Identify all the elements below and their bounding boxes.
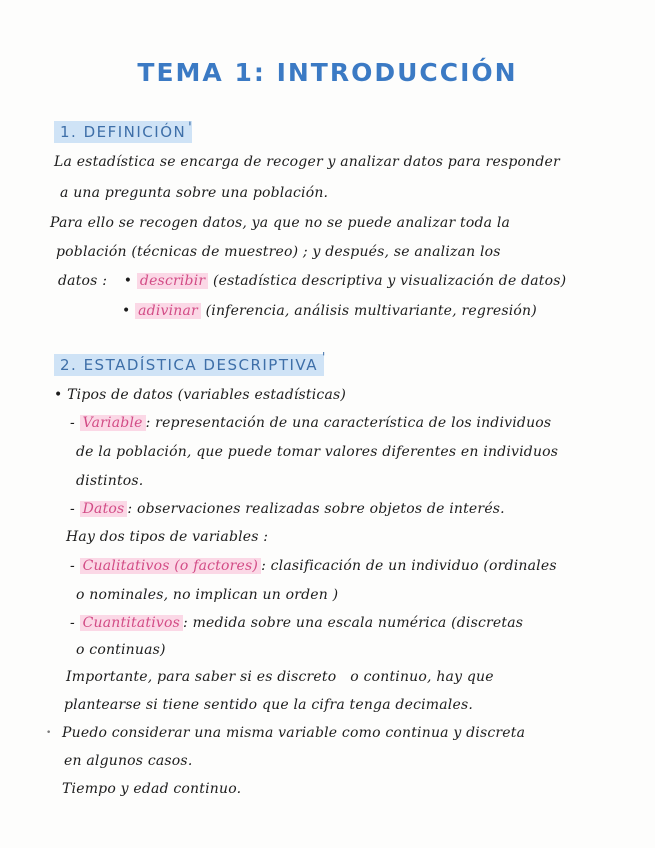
definition-line-5 (58, 272, 566, 290)
tiempo-line: Tiempo y edad continuo. (62, 781, 242, 797)
bullet-icon: • (123, 273, 133, 289)
datos-prefix: datos : (58, 273, 108, 289)
margin-dot: • (46, 728, 52, 738)
section-1-heading (54, 121, 192, 143)
section-2-heading-text: 2. ESTADÍSTICA DESCRIPTIVA (60, 356, 318, 374)
highlight-variable: Variable (80, 415, 146, 431)
datos-line (70, 500, 505, 518)
bullet-1-detail: (estadística descriptiva y visualización de datos) (212, 273, 567, 289)
dash-icon: - (70, 615, 75, 631)
cuantitativos-line-2: o continuas) (76, 642, 166, 658)
puedo-line-2: en algunos casos. (64, 753, 193, 769)
dash-icon: - (70, 415, 75, 431)
definition-line-3: Para ello se recogen datos, ya que no se puede analizar toda la (50, 215, 511, 231)
bullet-icon: • (54, 387, 63, 403)
highlight-cuantitativos: Cuantitativos (80, 615, 183, 631)
section-1-heading-text: 1. DEFINICIÓN (60, 123, 187, 141)
tipos-text: Tipos de datos (variables estadísticas) (67, 387, 347, 403)
variable-line-1 (70, 414, 551, 432)
puedo-line-1: Puedo considerar una misma variable como continua y discreta (62, 725, 526, 741)
tipos-line (54, 386, 346, 404)
definition-line-1: La estadística se encarga de recoger y analizar datos para responder (54, 154, 560, 170)
importante-line-2: plantearse si tiene sentido que la cifra tenga decimales. (64, 697, 474, 713)
cualitativos-line-2: o nominales, no implican un orden ) (76, 587, 339, 603)
definition-line-4: población (técnicas de muestreo) ; y después, se analizan los (56, 244, 501, 260)
cualitativos-line-1 (70, 557, 557, 575)
datos-definition: : observaciones realizadas sobre objetos de interés. (127, 501, 505, 517)
cuantitativos-definition: : medida sobre una escala numérica (discretas (183, 615, 524, 631)
page-title: TEMA 1: INTRODUCCIÓN (137, 58, 518, 87)
highlight-cualitativos: Cualitativos (o factores) (80, 558, 261, 574)
highlight-describir: describir (137, 273, 208, 289)
cuantitativos-line-1 (70, 614, 523, 632)
bullet-icon: • (122, 303, 131, 319)
definition-line-2: a una pregunta sobre una población. (60, 185, 329, 201)
variable-line-2: de la población, que puede tomar valores diferentes en individuos (76, 444, 559, 460)
highlight-adivinar: adivinar (135, 303, 201, 319)
cualitativos-definition: : clasificación de un individuo (ordinales (261, 558, 557, 574)
variable-definition: : representación de una característica de los individuos (145, 415, 552, 431)
section-2-heading (54, 354, 324, 376)
variable-line-3: distintos. (76, 473, 144, 489)
importante-line-1: Importante, para saber si es discreto o continuo, hay que (66, 669, 494, 685)
heading-1-mark: ' (188, 120, 192, 136)
dash-icon: - (70, 501, 75, 517)
hay-dos-line: Hay dos tipos de variables : (66, 529, 269, 545)
heading-2-mark: ' (322, 350, 326, 364)
dash-icon: - (70, 558, 75, 574)
highlight-datos: Datos (80, 501, 128, 517)
bullet-2-detail: (inferencia, análisis multivariante, regresión) (205, 303, 537, 319)
definition-line-6 (122, 302, 537, 320)
